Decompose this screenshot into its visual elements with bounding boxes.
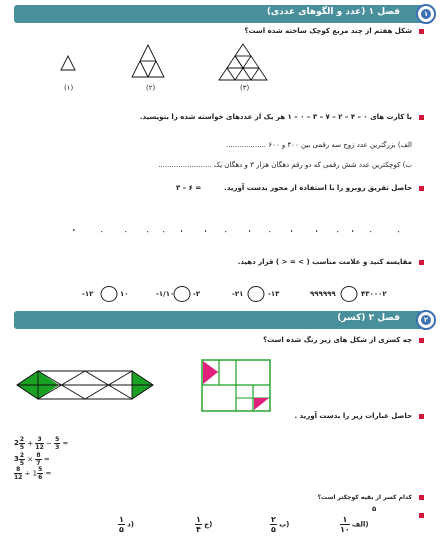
question-bullet bbox=[419, 414, 424, 419]
figure-2-label: (۲) bbox=[146, 84, 156, 92]
fraction-shapes bbox=[0, 355, 442, 415]
compare-3-right: -۱۳ bbox=[268, 290, 280, 298]
figure-3-label: (۳) bbox=[240, 84, 250, 92]
compare-circle-4[interactable] bbox=[339, 286, 359, 302]
q7-text: کدام کسر از بقیه کوچکتر است؟ bbox=[317, 494, 412, 501]
compare-3-left: -۲۱ bbox=[232, 290, 244, 298]
question-bullet bbox=[419, 186, 424, 191]
compare-circle-2[interactable] bbox=[172, 286, 192, 302]
option-d[interactable]: $\frac{۱}{۵}$ د) bbox=[119, 515, 134, 534]
triangle-figure-1 bbox=[61, 56, 75, 70]
q4-text: مقایسه کنید و علامت مناسب ( > = < ) قرار دهید. bbox=[237, 258, 412, 266]
compare-4-left: ۹۹۹۹۹۹ bbox=[310, 290, 336, 298]
q1-text: شکل هفتم از چند مربع کوچک ساخته شده است؟ bbox=[244, 27, 412, 35]
compare-circle-1[interactable] bbox=[99, 286, 119, 302]
section-2-badge bbox=[416, 310, 436, 330]
figure-1-label: (۱) bbox=[64, 84, 74, 92]
q2-part-b: ب) کوچکترین عدد شش رقمی که دو رقم دهگان هزار ۳ و دهگان یک ........................ bbox=[158, 161, 412, 169]
option-b[interactable]: $\frac{۲}{۵}$ ب) bbox=[271, 515, 290, 534]
q6-text: حاصل عبارات زیر را بدست آورید . bbox=[294, 412, 412, 420]
q5-text: چه کسری از شکل های زیر رنگ شده است؟ bbox=[263, 336, 412, 344]
question-bullet bbox=[419, 115, 424, 120]
triangle-figure-2 bbox=[132, 45, 164, 77]
question-bullet bbox=[419, 338, 424, 343]
compare-2-left: -۱/۱۰ bbox=[156, 290, 175, 298]
q3-expression: ۳ – ۶ = bbox=[176, 184, 202, 192]
q2-part-a: الف) بزرگترین عدد زوج سه رقمی بین ۴۰۰ و ۶۰۰ .................. bbox=[226, 141, 412, 149]
compare-1-right: ۱۰ bbox=[120, 290, 129, 298]
number-line bbox=[0, 222, 442, 242]
question-bullet bbox=[419, 513, 424, 518]
square-grid-shape bbox=[202, 360, 270, 411]
compare-1-left: -۱۲ bbox=[82, 290, 94, 298]
triangle-figure-3 bbox=[219, 44, 267, 80]
q3-text: حاصل تفریق روبرو را با استفاده از محور بدست آورید. bbox=[224, 184, 412, 192]
q7-mark: ۵ bbox=[372, 505, 377, 513]
expression-3: $\frac{8}{12}$ ÷ 1 $\frac{5}{6}$ = bbox=[14, 466, 52, 481]
compare-2-right: -۲ bbox=[193, 290, 201, 298]
expression-1: 2 $\frac{2}{5}$ + $\frac{3}{12}$ − $\frac{5}{3}$ = bbox=[14, 436, 69, 451]
option-a[interactable]: $\frac{۱}{۱۰}$ الف) bbox=[340, 515, 369, 534]
question-bullet bbox=[419, 495, 424, 500]
compare-4-right: ۴۳۰۰۰۲ bbox=[361, 290, 387, 298]
section-2-number: ۲ bbox=[421, 315, 431, 325]
section-2-title: فصل ۲ (کسر) bbox=[337, 313, 400, 323]
compare-circle-3[interactable] bbox=[246, 286, 266, 302]
q2-text: با کارت های ۰ – ۴ – ۲ – ۷ – ۳ – ۰ – ۱ هر یک از عددهای خواسته شده را بنویسید. bbox=[139, 113, 412, 121]
option-c[interactable]: $\frac{۱}{۴}$ ج) bbox=[196, 515, 213, 534]
section-1-title: فصل ۱ (عدد و الگوهای عددی) bbox=[266, 7, 400, 17]
question-bullet bbox=[419, 260, 424, 265]
rhombus-shape bbox=[17, 371, 153, 399]
section-1-number: ۱ bbox=[421, 9, 431, 19]
section-2-header bbox=[14, 311, 428, 329]
expression-2: 3 $\frac{2}{5}$ × $\frac{8}{7}$ = bbox=[14, 452, 50, 467]
